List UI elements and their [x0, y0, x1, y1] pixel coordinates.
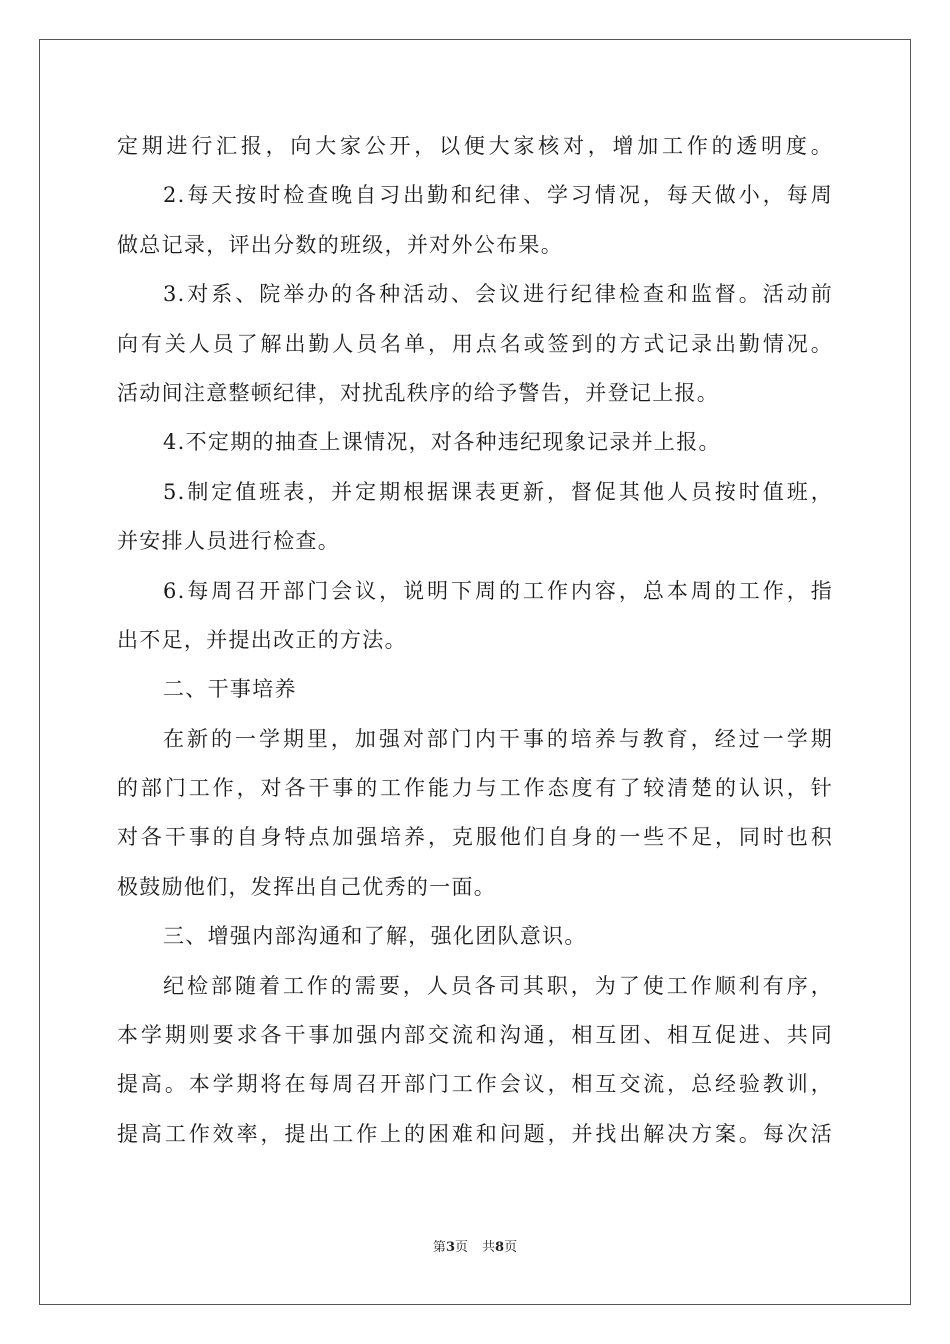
paragraph-line: 提高。本学期将在每周召开部门工作会议，相互交流，总经验教训，	[117, 1072, 833, 1097]
paragraph-line: 纪检部随着工作的需要，人员各司其职，为了使工作顺利有序，	[163, 973, 833, 998]
paragraph-line: 5.制定值班表，并定期根据课表更新，督促其他人员按时值班，	[163, 479, 833, 504]
paragraph-line: 提高工作效率，提出工作上的困难和问题，并找出解决方案。每次活	[117, 1121, 833, 1146]
paragraph-line: 4.不定期的抽查上课情况，对各种违纪现象记录并上报。	[163, 430, 721, 455]
paragraph-line: 6.每周召开部门会议，说明下周的工作内容，总本周的工作，指	[163, 578, 833, 603]
total-prefix: 共	[482, 1240, 496, 1255]
total-suffix: 页	[504, 1240, 518, 1255]
section-heading: 二、干事培养	[163, 677, 297, 702]
section-heading: 三、增强内部沟通和了解，强化团队意识。	[163, 924, 587, 949]
paragraph-line: 向有关人员了解出勤人员名单，用点名或签到的方式记录出勤情况。	[117, 331, 833, 356]
current-page-number: 3	[445, 1240, 455, 1255]
paragraph-line: 并安排人员进行检查。	[117, 529, 340, 554]
paragraph-line: 的部门工作，对各干事的工作能力与工作态度有了较清楚的认识，针	[117, 776, 833, 801]
paragraph-line: 2.每天按时检查晚自习出勤和纪律、学习情况，每天做小，每周	[163, 183, 833, 208]
paragraph-line: 活动间注意整顿纪律，对扰乱秩序的给予警告，并登记上报。	[117, 380, 720, 405]
paragraph-line: 极鼓励他们，发挥出自己优秀的一面。	[117, 874, 497, 899]
page-footer	[0, 1240, 950, 1256]
paragraph-line: 做总记录，评出分数的班级，并对外公布果。	[117, 232, 563, 257]
total-pages-number: 8	[495, 1240, 505, 1255]
page-prefix: 第	[432, 1240, 446, 1255]
paragraph-line: 3.对系、院举办的各种活动、会议进行纪律检查和监督。活动前	[163, 282, 833, 307]
page-suffix: 页	[454, 1240, 468, 1255]
document-body	[117, 122, 833, 1159]
paragraph-line: 出不足，并提出改正的方法。	[117, 627, 407, 652]
paragraph-line: 在新的一学期里，加强对部门内干事的培养与教育，经过一学期	[163, 726, 833, 751]
paragraph-line: 本学期则要求各干事加强内部交流和沟通，相互团、相互促进、共同	[117, 1023, 833, 1048]
paragraph-line: 定期进行汇报，向大家公开，以便大家核对，增加工作的透明度。	[117, 134, 833, 158]
paragraph-line: 对各干事的自身特点加强培养，克服他们自身的一些不足，同时也积	[117, 825, 833, 850]
